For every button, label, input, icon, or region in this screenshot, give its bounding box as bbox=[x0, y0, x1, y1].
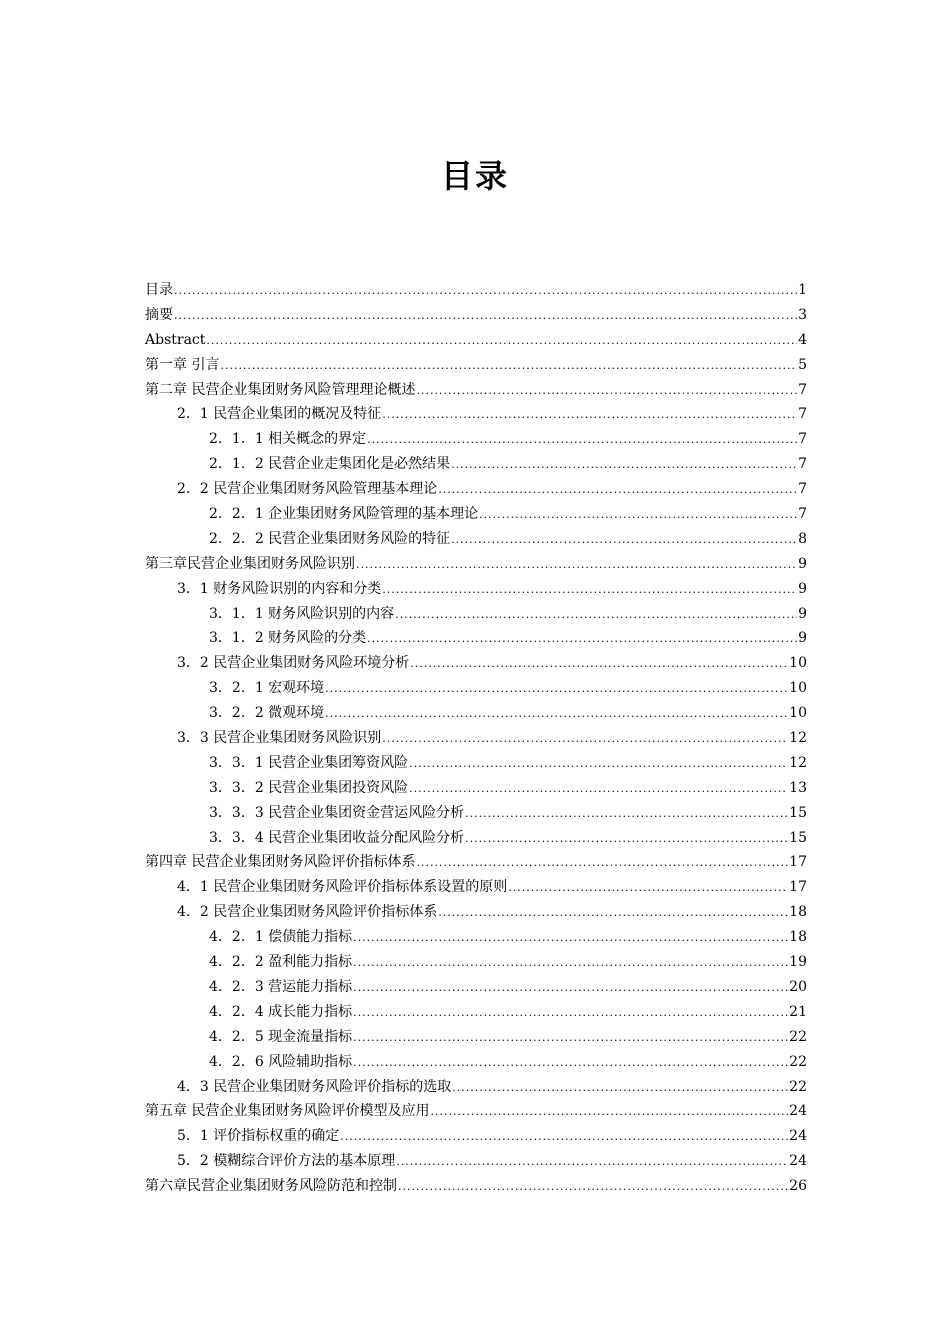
dot-leader bbox=[353, 951, 788, 976]
toc-entry-title: 2．2．2 民营企业集团财务风险的特征 bbox=[209, 530, 451, 547]
toc-entry-title: 3．3 民营企业集团财务风险识别 bbox=[177, 730, 382, 747]
dot-leader bbox=[353, 1051, 788, 1076]
dot-leader bbox=[340, 1125, 788, 1150]
toc-entry-page-number: 4 bbox=[798, 331, 807, 348]
toc-entry-page-number: 7 bbox=[798, 431, 807, 448]
dot-leader bbox=[382, 403, 797, 428]
toc-entry-page-number: 1 bbox=[798, 282, 807, 298]
toc-entry-title: 3．1．1 财务风险识别的内容 bbox=[209, 605, 395, 622]
toc-entry-page-number: 24 bbox=[789, 1128, 807, 1145]
toc-entry-title: 3．3．3 民营企业集团资金营运风险分析 bbox=[209, 804, 465, 821]
toc-entry-title: 5．1 评价指标权重的确定 bbox=[177, 1128, 340, 1145]
toc-entry-title: 4．2．2 盈利能力指标 bbox=[209, 954, 353, 971]
toc-entry-page-number: 17 bbox=[789, 854, 807, 871]
dot-leader bbox=[325, 677, 788, 702]
dot-leader bbox=[220, 354, 797, 379]
dot-leader bbox=[438, 478, 797, 503]
toc-entry[interactable] bbox=[145, 303, 807, 328]
dot-leader bbox=[356, 553, 797, 578]
toc-entry[interactable] bbox=[145, 1099, 807, 1124]
toc-entry-page-number: 20 bbox=[789, 978, 807, 995]
toc-entry-page-number: 9 bbox=[798, 555, 807, 572]
toc-entry-page-number: 24 bbox=[789, 1153, 807, 1170]
dot-leader bbox=[451, 453, 797, 478]
toc-entry-page-number: 17 bbox=[789, 879, 807, 896]
toc-entry-title: 第四章 民营企业集团财务风险评价指标体系 bbox=[145, 854, 416, 871]
toc-entry-title: 第三章民营企业集团财务风险识别 bbox=[145, 555, 355, 572]
toc-entry-page-number: 22 bbox=[789, 1028, 807, 1045]
dot-leader bbox=[410, 652, 788, 677]
toc-entry-page-number: 7 bbox=[798, 506, 807, 523]
dot-leader bbox=[465, 827, 788, 852]
toc-entry[interactable] bbox=[145, 1025, 807, 1050]
toc-entry[interactable] bbox=[145, 552, 807, 577]
toc-entry-title: 3．1 财务风险识别的内容和分类 bbox=[177, 580, 382, 597]
toc-entry-page-number: 5 bbox=[798, 356, 807, 373]
toc-entry[interactable] bbox=[145, 1124, 807, 1149]
toc-entry-page-number: 7 bbox=[798, 481, 807, 498]
toc-entry[interactable] bbox=[145, 1149, 807, 1174]
toc-entry-page-number: 8 bbox=[798, 530, 807, 547]
dot-leader bbox=[479, 503, 797, 528]
toc-entry[interactable] bbox=[145, 378, 807, 403]
toc-entry-title: 4．3 民营企业集团财务风险评价指标的选取 bbox=[177, 1078, 452, 1095]
toc-entry[interactable] bbox=[145, 477, 807, 502]
toc-entry[interactable] bbox=[145, 328, 807, 353]
toc-entry-title: 4．2．5 现金流量指标 bbox=[209, 1028, 353, 1045]
toc-entry-page-number: 26 bbox=[789, 1178, 807, 1195]
dot-leader bbox=[174, 279, 797, 304]
toc-entry[interactable] bbox=[145, 1075, 807, 1100]
toc-entry-title: 5．2 模糊综合评价方法的基本原理 bbox=[177, 1153, 396, 1170]
dot-leader bbox=[416, 379, 797, 404]
toc-entry[interactable] bbox=[145, 801, 807, 826]
dot-leader bbox=[325, 702, 788, 727]
toc-entry[interactable] bbox=[145, 602, 807, 627]
toc-entry-page-number: 10 bbox=[789, 705, 807, 722]
toc-entry-page-number: 18 bbox=[789, 904, 807, 921]
toc-entry-title: 2．1．1 相关概念的界定 bbox=[209, 431, 367, 448]
toc-entry-page-number: 21 bbox=[789, 1003, 807, 1020]
toc-entry-title: Abstract bbox=[145, 331, 206, 348]
toc-entry-title: 4．1 民营企业集团财务风险评价指标体系设置的原则 bbox=[177, 879, 508, 896]
toc-entry[interactable] bbox=[145, 1174, 807, 1199]
toc-entry-page-number: 13 bbox=[789, 779, 807, 796]
table-of-contents bbox=[145, 278, 807, 1199]
toc-entry-title: 3．3．2 民营企业集团投资风险 bbox=[209, 779, 409, 796]
toc-entry-page-number: 15 bbox=[789, 804, 807, 821]
toc-entry-title: 2．2 民营企业集团财务风险管理基本理论 bbox=[177, 481, 438, 498]
dot-leader bbox=[206, 329, 797, 354]
toc-entry-title: 2．1．2 民营企业走集团化是必然结果 bbox=[209, 456, 451, 473]
toc-entry[interactable] bbox=[145, 900, 807, 925]
dot-leader bbox=[430, 1100, 788, 1125]
toc-entry-page-number: 18 bbox=[789, 929, 807, 946]
toc-entry-page-number: 22 bbox=[789, 1053, 807, 1070]
dot-leader bbox=[409, 752, 788, 777]
toc-entry[interactable] bbox=[145, 527, 807, 552]
toc-entry-page-number: 22 bbox=[789, 1078, 807, 1095]
dot-leader bbox=[353, 1026, 788, 1051]
toc-entry-page-number: 15 bbox=[789, 829, 807, 846]
toc-entry-title: 2．2．1 企业集团财务风险管理的基本理论 bbox=[209, 506, 479, 523]
toc-entry[interactable] bbox=[145, 701, 807, 726]
toc-entry-page-number: 3 bbox=[798, 306, 807, 323]
toc-entry[interactable] bbox=[145, 1050, 807, 1075]
toc-entry-title: 目录 bbox=[145, 282, 173, 298]
toc-entry-title: 4．2．3 营运能力指标 bbox=[209, 978, 353, 995]
toc-entry-page-number: 7 bbox=[798, 381, 807, 398]
toc-entry[interactable] bbox=[145, 975, 807, 1000]
toc-entry-title: 2．1 民营企业集团的概况及特征 bbox=[177, 406, 382, 423]
toc-entry-page-number: 9 bbox=[798, 630, 807, 647]
page-title: 目录 bbox=[440, 157, 509, 195]
toc-entry-page-number: 10 bbox=[789, 655, 807, 672]
dot-leader bbox=[452, 1076, 788, 1101]
toc-entry-title: 3．2 民营企业集团财务风险环境分析 bbox=[177, 655, 410, 672]
toc-entry[interactable] bbox=[145, 751, 807, 776]
toc-entry-title: 4．2．1 偿债能力指标 bbox=[209, 929, 353, 946]
toc-entry[interactable] bbox=[145, 353, 807, 378]
toc-entry-title: 3．3．4 民营企业集团收益分配风险分析 bbox=[209, 829, 465, 846]
toc-entry[interactable] bbox=[145, 1000, 807, 1025]
toc-entry-page-number: 12 bbox=[789, 754, 807, 771]
dot-leader bbox=[398, 1175, 788, 1200]
toc-entry-title: 4．2．4 成长能力指标 bbox=[209, 1003, 353, 1020]
toc-entry-title: 第二章 民营企业集团财务风险管理理论概述 bbox=[145, 381, 416, 398]
toc-entry-title: 3．2．2 微观环境 bbox=[209, 705, 325, 722]
toc-entry-title: 3．3．1 民营企业集团筹资风险 bbox=[209, 754, 409, 771]
dot-leader bbox=[353, 926, 788, 951]
dot-leader bbox=[465, 802, 788, 827]
toc-entry-title: 第一章 引言 bbox=[145, 356, 220, 373]
toc-entry[interactable] bbox=[145, 726, 807, 751]
dot-leader bbox=[508, 876, 788, 901]
toc-entry[interactable] bbox=[145, 452, 807, 477]
toc-entry[interactable] bbox=[145, 950, 807, 975]
toc-entry-title: 4．2．6 风险辅助指标 bbox=[209, 1053, 353, 1070]
toc-entry-title: 4．2 民营企业集团财务风险评价指标体系 bbox=[177, 904, 438, 921]
toc-entry-page-number: 24 bbox=[789, 1103, 807, 1120]
dot-leader bbox=[451, 528, 797, 553]
toc-entry-page-number: 12 bbox=[789, 730, 807, 747]
toc-entry[interactable] bbox=[145, 875, 807, 900]
toc-entry[interactable] bbox=[145, 776, 807, 801]
toc-entry[interactable] bbox=[145, 925, 807, 950]
toc-entry[interactable] bbox=[145, 826, 807, 851]
dot-leader bbox=[382, 578, 797, 603]
dot-leader bbox=[416, 851, 788, 876]
dot-leader bbox=[367, 428, 797, 453]
dot-leader bbox=[174, 304, 797, 329]
dot-leader bbox=[396, 1150, 788, 1175]
toc-entry[interactable] bbox=[145, 676, 807, 701]
dot-leader bbox=[438, 901, 788, 926]
toc-entry-page-number: 7 bbox=[798, 406, 807, 423]
dot-leader bbox=[353, 1001, 788, 1026]
toc-entry-page-number: 19 bbox=[789, 954, 807, 971]
dot-leader bbox=[395, 603, 797, 628]
toc-entry[interactable] bbox=[145, 427, 807, 452]
toc-entry-title: 3．1．2 财务风险的分类 bbox=[209, 630, 367, 647]
toc-entry-title: 第六章民营企业集团财务风险防范和控制 bbox=[145, 1178, 397, 1195]
dot-leader bbox=[367, 627, 797, 652]
toc-entry[interactable] bbox=[145, 402, 807, 427]
toc-entry-page-number: 9 bbox=[798, 580, 807, 597]
toc-entry-page-number: 10 bbox=[789, 680, 807, 697]
toc-entry[interactable] bbox=[145, 577, 807, 602]
toc-entry-page-number: 7 bbox=[798, 456, 807, 473]
toc-entry[interactable] bbox=[145, 626, 807, 651]
toc-entry[interactable] bbox=[145, 651, 807, 676]
dot-leader bbox=[353, 976, 788, 1001]
toc-entry-page-number: 9 bbox=[798, 605, 807, 622]
toc-entry[interactable] bbox=[145, 850, 807, 875]
dot-leader bbox=[409, 777, 788, 802]
toc-entry[interactable] bbox=[145, 502, 807, 527]
toc-entry-title: 第五章 民营企业集团财务风险评价模型及应用 bbox=[145, 1103, 430, 1120]
dot-leader bbox=[382, 727, 788, 752]
toc-entry-title: 3．2．1 宏观环境 bbox=[209, 680, 325, 697]
toc-entry-title: 摘要 bbox=[145, 306, 173, 323]
toc-entry[interactable] bbox=[145, 278, 807, 303]
